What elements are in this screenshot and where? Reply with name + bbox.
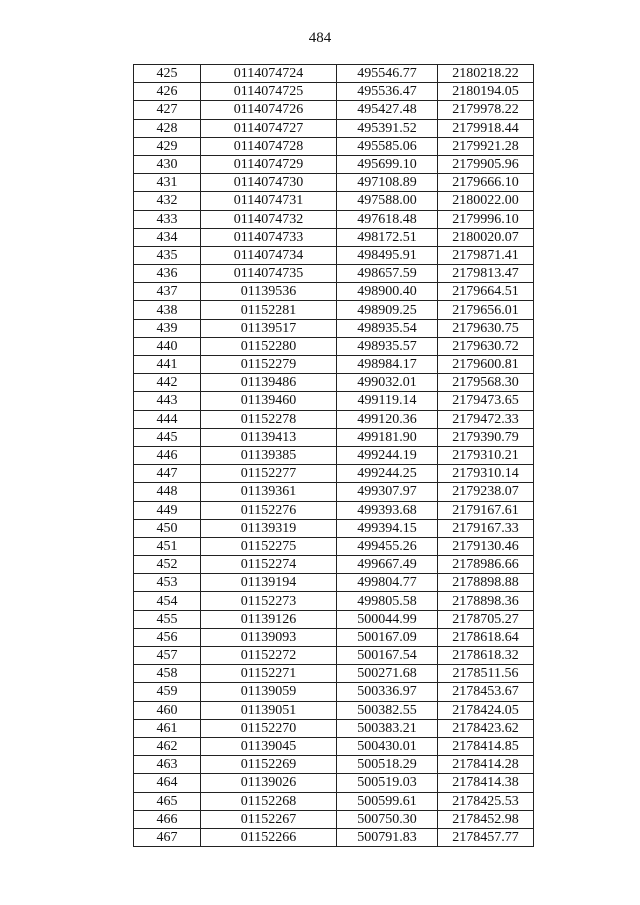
code-cell: 0114074731 (201, 192, 337, 210)
table-row (134, 119, 534, 137)
coordinates-table (133, 64, 534, 847)
row-index-cell: 436 (134, 265, 201, 283)
code-cell: 0114074734 (201, 246, 337, 264)
x-coordinate-cell: 498495.91 (337, 246, 438, 264)
table-row (134, 683, 534, 701)
y-coordinate-cell: 2178424.05 (438, 701, 534, 719)
y-coordinate-cell: 2178414.28 (438, 756, 534, 774)
row-index-cell: 430 (134, 155, 201, 173)
table-row (134, 265, 534, 283)
y-coordinate-cell: 2179813.47 (438, 265, 534, 283)
table-row (134, 647, 534, 665)
row-index-cell: 449 (134, 501, 201, 519)
table-body (134, 65, 534, 847)
code-cell: 0114074728 (201, 137, 337, 155)
y-coordinate-cell: 2179310.14 (438, 465, 534, 483)
code-cell: 01139361 (201, 483, 337, 501)
y-coordinate-cell: 2179568.30 (438, 374, 534, 392)
x-coordinate-cell: 498935.57 (337, 337, 438, 355)
row-index-cell: 450 (134, 519, 201, 537)
x-coordinate-cell: 500167.09 (337, 628, 438, 646)
row-index-cell: 426 (134, 83, 201, 101)
table-row (134, 174, 534, 192)
code-cell: 01139413 (201, 428, 337, 446)
row-index-cell: 425 (134, 65, 201, 83)
table-row (134, 446, 534, 464)
code-cell: 01139126 (201, 610, 337, 628)
code-cell: 01152269 (201, 756, 337, 774)
row-index-cell: 453 (134, 574, 201, 592)
x-coordinate-cell: 495585.06 (337, 137, 438, 155)
table-row (134, 756, 534, 774)
code-cell: 0114074730 (201, 174, 337, 192)
y-coordinate-cell: 2179871.41 (438, 246, 534, 264)
table-row (134, 137, 534, 155)
code-cell: 01139026 (201, 774, 337, 792)
x-coordinate-cell: 499394.15 (337, 519, 438, 537)
x-coordinate-cell: 500791.83 (337, 828, 438, 846)
table-row (134, 556, 534, 574)
x-coordinate-cell: 500599.61 (337, 792, 438, 810)
row-index-cell: 433 (134, 210, 201, 228)
row-index-cell: 447 (134, 465, 201, 483)
y-coordinate-cell: 2178425.53 (438, 792, 534, 810)
code-cell: 0114074725 (201, 83, 337, 101)
code-cell: 0114074735 (201, 265, 337, 283)
row-index-cell: 465 (134, 792, 201, 810)
table-row (134, 246, 534, 264)
y-coordinate-cell: 2179666.10 (438, 174, 534, 192)
row-index-cell: 455 (134, 610, 201, 628)
x-coordinate-cell: 498935.54 (337, 319, 438, 337)
x-coordinate-cell: 498172.51 (337, 228, 438, 246)
x-coordinate-cell: 499244.25 (337, 465, 438, 483)
y-coordinate-cell: 2178898.36 (438, 592, 534, 610)
x-coordinate-cell: 500167.54 (337, 647, 438, 665)
y-coordinate-cell: 2178618.32 (438, 647, 534, 665)
table-row (134, 228, 534, 246)
row-index-cell: 439 (134, 319, 201, 337)
row-index-cell: 452 (134, 556, 201, 574)
code-cell: 01139517 (201, 319, 337, 337)
row-index-cell: 442 (134, 374, 201, 392)
y-coordinate-cell: 2178414.85 (438, 737, 534, 755)
code-cell: 01152268 (201, 792, 337, 810)
row-index-cell: 448 (134, 483, 201, 501)
x-coordinate-cell: 500336.97 (337, 683, 438, 701)
row-index-cell: 466 (134, 810, 201, 828)
code-cell: 0114074726 (201, 101, 337, 119)
row-index-cell: 460 (134, 701, 201, 719)
y-coordinate-cell: 2179630.75 (438, 319, 534, 337)
row-index-cell: 461 (134, 719, 201, 737)
y-coordinate-cell: 2179918.44 (438, 119, 534, 137)
y-coordinate-cell: 2180194.05 (438, 83, 534, 101)
y-coordinate-cell: 2178452.98 (438, 810, 534, 828)
y-coordinate-cell: 2179238.07 (438, 483, 534, 501)
table-row (134, 628, 534, 646)
x-coordinate-cell: 500750.30 (337, 810, 438, 828)
row-index-cell: 432 (134, 192, 201, 210)
row-index-cell: 454 (134, 592, 201, 610)
y-coordinate-cell: 2180020.07 (438, 228, 534, 246)
row-index-cell: 434 (134, 228, 201, 246)
x-coordinate-cell: 498657.59 (337, 265, 438, 283)
y-coordinate-cell: 2178457.77 (438, 828, 534, 846)
code-cell: 01152266 (201, 828, 337, 846)
y-coordinate-cell: 2180022.00 (438, 192, 534, 210)
code-cell: 01152278 (201, 410, 337, 428)
table-row (134, 210, 534, 228)
y-coordinate-cell: 2179390.79 (438, 428, 534, 446)
row-index-cell: 429 (134, 137, 201, 155)
table-row (134, 665, 534, 683)
row-index-cell: 451 (134, 537, 201, 555)
y-coordinate-cell: 2179167.33 (438, 519, 534, 537)
y-coordinate-cell: 2179167.61 (438, 501, 534, 519)
table-row (134, 592, 534, 610)
x-coordinate-cell: 495699.10 (337, 155, 438, 173)
row-index-cell: 464 (134, 774, 201, 792)
y-coordinate-cell: 2179130.46 (438, 537, 534, 555)
y-coordinate-cell: 2179473.65 (438, 392, 534, 410)
code-cell: 01152281 (201, 301, 337, 319)
code-cell: 01139051 (201, 701, 337, 719)
x-coordinate-cell: 495536.47 (337, 83, 438, 101)
table-row (134, 192, 534, 210)
table-row (134, 501, 534, 519)
y-coordinate-cell: 2178898.88 (438, 574, 534, 592)
row-index-cell: 467 (134, 828, 201, 846)
table-row (134, 574, 534, 592)
row-index-cell: 428 (134, 119, 201, 137)
code-cell: 0114074724 (201, 65, 337, 83)
x-coordinate-cell: 500271.68 (337, 665, 438, 683)
table-row (134, 537, 534, 555)
table-row (134, 319, 534, 337)
code-cell: 0114074733 (201, 228, 337, 246)
row-index-cell: 463 (134, 756, 201, 774)
x-coordinate-cell: 495427.48 (337, 101, 438, 119)
table-row (134, 701, 534, 719)
x-coordinate-cell: 497588.00 (337, 192, 438, 210)
code-cell: 01152273 (201, 592, 337, 610)
x-coordinate-cell: 499307.97 (337, 483, 438, 501)
code-cell: 01139319 (201, 519, 337, 537)
x-coordinate-cell: 499667.49 (337, 556, 438, 574)
x-coordinate-cell: 500519.03 (337, 774, 438, 792)
x-coordinate-cell: 499032.01 (337, 374, 438, 392)
table-row (134, 610, 534, 628)
x-coordinate-cell: 500044.99 (337, 610, 438, 628)
table-row (134, 374, 534, 392)
table-row (134, 83, 534, 101)
y-coordinate-cell: 2179978.22 (438, 101, 534, 119)
y-coordinate-cell: 2179656.01 (438, 301, 534, 319)
y-coordinate-cell: 2178705.27 (438, 610, 534, 628)
page-number: 484 (308, 30, 332, 46)
x-coordinate-cell: 499244.19 (337, 446, 438, 464)
row-index-cell: 441 (134, 356, 201, 374)
y-coordinate-cell: 2178511.56 (438, 665, 534, 683)
x-coordinate-cell: 495546.77 (337, 65, 438, 83)
row-index-cell: 435 (134, 246, 201, 264)
row-index-cell: 459 (134, 683, 201, 701)
row-index-cell: 456 (134, 628, 201, 646)
x-coordinate-cell: 499120.36 (337, 410, 438, 428)
row-index-cell: 457 (134, 647, 201, 665)
table-row (134, 301, 534, 319)
y-coordinate-cell: 2179921.28 (438, 137, 534, 155)
y-coordinate-cell: 2179905.96 (438, 155, 534, 173)
row-index-cell: 446 (134, 446, 201, 464)
x-coordinate-cell: 499181.90 (337, 428, 438, 446)
code-cell: 01139486 (201, 374, 337, 392)
code-cell: 01139460 (201, 392, 337, 410)
x-coordinate-cell: 500430.01 (337, 737, 438, 755)
table-row (134, 737, 534, 755)
code-cell: 01139194 (201, 574, 337, 592)
table-row (134, 428, 534, 446)
code-cell: 01152276 (201, 501, 337, 519)
table-row (134, 101, 534, 119)
code-cell: 0114074732 (201, 210, 337, 228)
row-index-cell: 440 (134, 337, 201, 355)
x-coordinate-cell: 497108.89 (337, 174, 438, 192)
x-coordinate-cell: 499393.68 (337, 501, 438, 519)
y-coordinate-cell: 2178453.67 (438, 683, 534, 701)
x-coordinate-cell: 497618.48 (337, 210, 438, 228)
table-row (134, 810, 534, 828)
row-index-cell: 438 (134, 301, 201, 319)
code-cell: 01152272 (201, 647, 337, 665)
y-coordinate-cell: 2179996.10 (438, 210, 534, 228)
code-cell: 0114074729 (201, 155, 337, 173)
table-row (134, 774, 534, 792)
y-coordinate-cell: 2178414.38 (438, 774, 534, 792)
x-coordinate-cell: 495391.52 (337, 119, 438, 137)
y-coordinate-cell: 2178618.64 (438, 628, 534, 646)
table-row (134, 392, 534, 410)
table-row (134, 792, 534, 810)
x-coordinate-cell: 498900.40 (337, 283, 438, 301)
y-coordinate-cell: 2179600.81 (438, 356, 534, 374)
row-index-cell: 458 (134, 665, 201, 683)
code-cell: 01139536 (201, 283, 337, 301)
row-index-cell: 444 (134, 410, 201, 428)
x-coordinate-cell: 498984.17 (337, 356, 438, 374)
y-coordinate-cell: 2179630.72 (438, 337, 534, 355)
x-coordinate-cell: 500383.21 (337, 719, 438, 737)
code-cell: 01152275 (201, 537, 337, 555)
table-row (134, 337, 534, 355)
table-row (134, 410, 534, 428)
x-coordinate-cell: 500382.55 (337, 701, 438, 719)
y-coordinate-cell: 2178986.66 (438, 556, 534, 574)
x-coordinate-cell: 498909.25 (337, 301, 438, 319)
y-coordinate-cell: 2179664.51 (438, 283, 534, 301)
code-cell: 01152267 (201, 810, 337, 828)
table-row (134, 719, 534, 737)
code-cell: 01139093 (201, 628, 337, 646)
code-cell: 01139059 (201, 683, 337, 701)
row-index-cell: 437 (134, 283, 201, 301)
code-cell: 01152277 (201, 465, 337, 483)
table-row (134, 483, 534, 501)
table-row (134, 519, 534, 537)
code-cell: 0114074727 (201, 119, 337, 137)
y-coordinate-cell: 2179310.21 (438, 446, 534, 464)
y-coordinate-cell: 2180218.22 (438, 65, 534, 83)
table-row (134, 65, 534, 83)
row-index-cell: 445 (134, 428, 201, 446)
code-cell: 01139385 (201, 446, 337, 464)
table-row (134, 155, 534, 173)
code-cell: 01139045 (201, 737, 337, 755)
x-coordinate-cell: 500518.29 (337, 756, 438, 774)
x-coordinate-cell: 499455.26 (337, 537, 438, 555)
table-row (134, 283, 534, 301)
row-index-cell: 462 (134, 737, 201, 755)
code-cell: 01152279 (201, 356, 337, 374)
table-row (134, 356, 534, 374)
x-coordinate-cell: 499805.58 (337, 592, 438, 610)
table-row (134, 465, 534, 483)
code-cell: 01152274 (201, 556, 337, 574)
row-index-cell: 443 (134, 392, 201, 410)
code-cell: 01152270 (201, 719, 337, 737)
row-index-cell: 431 (134, 174, 201, 192)
code-cell: 01152280 (201, 337, 337, 355)
row-index-cell: 427 (134, 101, 201, 119)
code-cell: 01152271 (201, 665, 337, 683)
table-row (134, 828, 534, 846)
y-coordinate-cell: 2178423.62 (438, 719, 534, 737)
x-coordinate-cell: 499119.14 (337, 392, 438, 410)
x-coordinate-cell: 499804.77 (337, 574, 438, 592)
y-coordinate-cell: 2179472.33 (438, 410, 534, 428)
